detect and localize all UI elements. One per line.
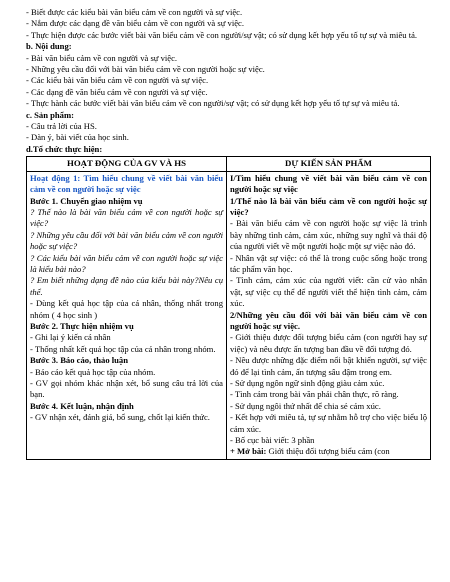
- step-2-title: Bước 2. Thực hiện nhiệm vụ: [30, 320, 134, 331]
- section-b-heading: b. Nội dung:: [26, 41, 72, 52]
- right-line-5: - Nêu được những đặc điểm nổi bật khiến người, sự việc đó để lại tình cảm, ấn tượng sâu đậm trong em.: [230, 355, 427, 377]
- mo-bai-label: + Mở bài:: [230, 446, 267, 457]
- intro-line-3: - Thực hiện được các bước viết bài văn biểu cảm về con người/sự vật; có sử dụng kết hợp yếu tố tự sự và miêu tả.: [26, 29, 418, 40]
- intro-line-2: - Nắm được các dạng đề văn biểu cảm về con người và sự việc.: [26, 18, 245, 29]
- step-3-item-2: - GV gọi nhóm khác nhận xét, bổ sung câu trả lời của bạn.: [30, 378, 223, 400]
- step-3-title: Bước 3. Báo cáo, thảo luận: [30, 355, 129, 366]
- step-4-item-1: - GV nhận xét, đánh giá, bổ sung, chốt lại kiến thức.: [30, 412, 210, 423]
- section-c-line-1: - Câu trả lời của HS.: [26, 121, 97, 132]
- table-row: [27, 171, 431, 459]
- mo-bai-text: Giới thiệu đối tượng biểu cảm (con: [266, 446, 390, 457]
- section-c-heading: c. Sản phẩm:: [26, 109, 74, 120]
- right-line-6: - Sử dụng ngôn ngữ sinh động giàu cảm xúc.: [230, 378, 385, 388]
- right-section-1-title: I/Tìm hiểu chung về viết bài văn biểu cảm về con người hoặc sự việc: [230, 172, 427, 195]
- document-page: [26, 7, 430, 460]
- task-text: - Dùng kết quả học tập của cá nhân, thống nhất trong nhóm ( 4 học sinh ): [30, 298, 223, 320]
- step-2-item-1: - Ghi lại ý kiến cá nhân: [30, 332, 111, 343]
- section-b-line-4: - Các dạng đề văn biểu cảm về con người và sự việc.: [26, 86, 208, 97]
- left-cell: [27, 171, 227, 459]
- question-4: ? Em biết những dạng đề nào của kiểu bài này?Nêu cụ thể.: [30, 275, 223, 297]
- right-sub-1: 1/Thế nào là bài văn biểu cảm về con người hoặc sự việc?: [230, 195, 427, 217]
- section-b-line-1: - Bài văn biểu cảm về con người và sự việc.: [26, 52, 178, 63]
- right-line-10: - Bố cục bài viết: 3 phần: [230, 435, 315, 446]
- header-left: HOẠT ĐỘNG CỦA GV VÀ HS: [27, 157, 227, 171]
- right-sub-2: 2/Những yêu cầu đối với bài văn biểu cảm về con người hoặc sự việc.: [230, 309, 427, 331]
- question-2: ? Những yêu cầu đối với bài văn biểu cảm về con người hoặc sự việc?: [30, 229, 223, 252]
- step-4-title: Bước 4. Kết luận, nhận định: [30, 400, 134, 411]
- activity-table: [26, 156, 431, 460]
- intro-line-1: - Biết được các kiểu bài văn biểu cảm về con người và sự việc.: [26, 7, 243, 17]
- table-header-row: [27, 157, 431, 171]
- step-2-item-2: - Thống nhất kết quả học tập của cá nhân trong nhóm.: [30, 343, 216, 354]
- right-line-2: - Nhân vật sự việc: có thể là trong cuộc sống hoặc trong tác phẩm văn học.: [230, 252, 427, 274]
- right-line-7: - Tình cảm trong bài văn phải chân thực, rõ ràng.: [230, 389, 399, 400]
- right-cell: [227, 171, 431, 459]
- right-line-3: - Tình cảm, cảm xúc của người viết: cần cử vào nhân vật, sự việc cụ thể để người viết thể hiện tình cảm, cảm xúc.: [230, 275, 427, 309]
- question-1: ? Thế nào là bài văn biểu cảm về con người hoặc sự việc?: [30, 206, 223, 229]
- header-right: DỰ KIẾN SẢN PHẨM: [227, 157, 431, 171]
- section-b-line-5: - Thực hành các bước viết bài văn biểu cảm về con người/sự vật; có sử dụng kết hợp yếu tố tự sự và miêu tả.: [26, 98, 400, 109]
- right-line-1: - Bài văn biểu cảm về con người hoặc sự việc là trình bày những tình cảm, cảm xúc, những suy nghĩ và thái độ của người viết về một người hoặc một sự việc nào đó.: [230, 218, 427, 252]
- section-b-line-2: - Những yêu cầu đối với bài văn biểu cảm về con người hoặc sự việc.: [26, 64, 265, 75]
- step-1-title: Bước 1. Chuyển giao nhiệm vụ: [30, 195, 143, 206]
- step-3-item-1: - Báo cáo kết quả học tập của nhóm.: [30, 366, 156, 377]
- section-b-line-3: - Các kiểu bài văn biểu cảm về con người và sự việc.: [26, 75, 209, 86]
- question-3: ? Các kiểu bài văn biểu cảm về con người hoặc sự việc là kiểu bài nào?: [30, 252, 223, 274]
- right-line-4: - Giới thiệu được đối tượng biểu cảm (con người hay sự việc) và nêu được ấn tượng ban đầu về đối tượng đó.: [230, 332, 427, 354]
- activity-title: Hoạt động 1: Tìm hiểu chung về viết bài văn biểu cảm về con người hoặc sự việc: [30, 172, 223, 195]
- section-d-heading: d.Tổ chức thực hiện:: [26, 143, 103, 154]
- section-c-line-2: - Dàn ý, bài viết của học sinh.: [26, 132, 129, 143]
- right-line-11: [230, 446, 427, 457]
- right-line-9: - Kết hợp với miêu tả, tự sự nhằm hỗ trợ cho việc biểu lộ cảm xúc.: [230, 412, 427, 434]
- right-line-8: - Sử dụng ngôi thứ nhất để chia sẻ cảm xúc.: [230, 400, 381, 411]
